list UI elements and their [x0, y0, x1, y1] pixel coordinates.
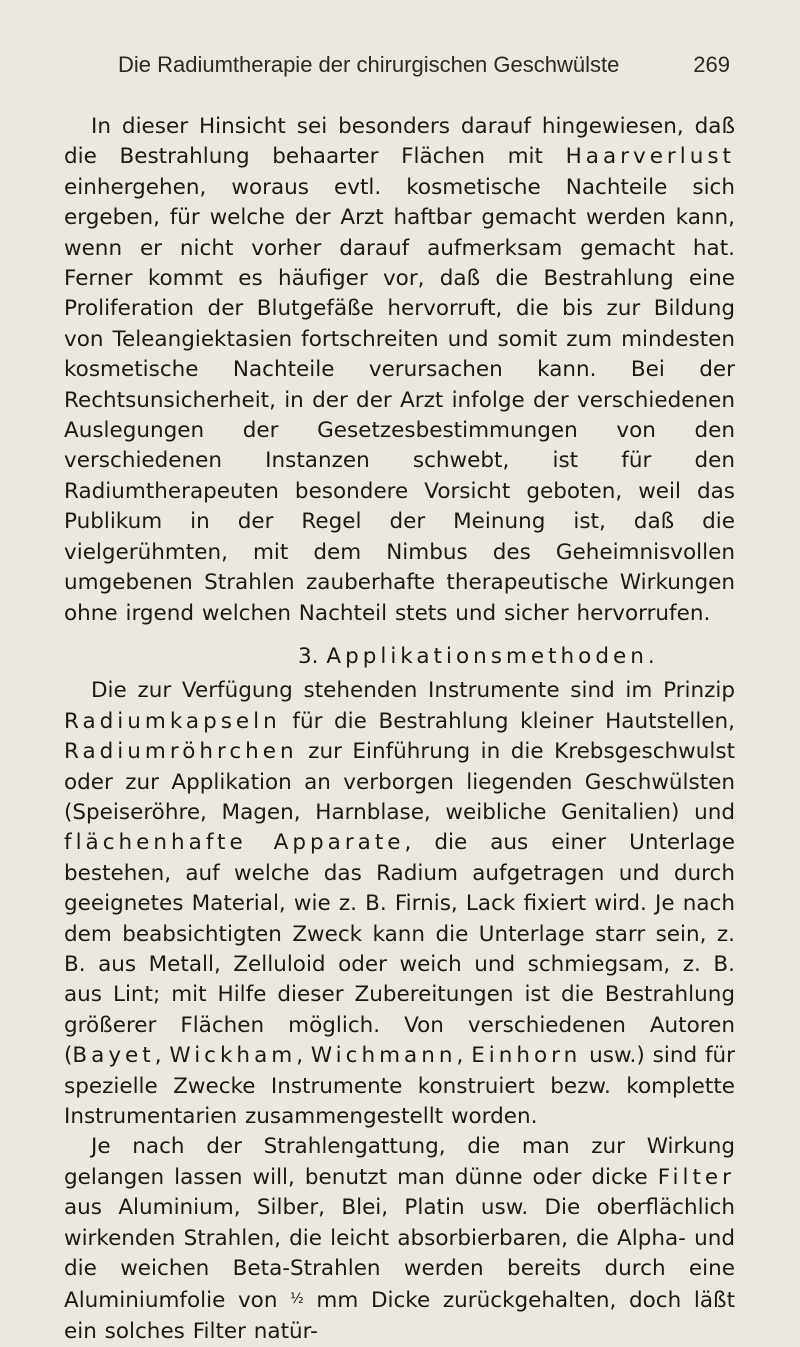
text-run: einhergehen, woraus evtl. kosmetische Nachteile sich ergeben, für welche der Arzt haftbar gemacht werden kann, wenn er nicht vorher darauf aufmerksam gemacht hat. Ferner kommt es häufiger vor, daß die Bestrahlung eine Proliferation der Blutgefäße hervorruft, die bis zur Bildung von Teleangiektasien fortschreiten und somit zum mindesten kosmetische Nachteile verursachen kann. Bei der Rechtsunsicherheit, in der der Arzt infolge der verschiedenen Auslegungen der Gesetzesbestimmungen von den verschiedenen Instanzen schwebt, ist für den Radiumtherapeuten besondere Vorsicht geboten, weil das Publikum in der Regel der Meinung ist, daß die vielgerühmten, mit dem Nimbus des Geheimnisvollen umgebenen Strahlen zauberhafte therapeutische Wirkungen ohne irgend welchen Nachteil stets und sicher hervorrufen. — [64, 174, 735, 626]
text-run: , — [296, 1043, 311, 1069]
section-number: 3. — [298, 643, 327, 669]
text-run: , — [154, 1043, 170, 1069]
text-run: , — [456, 1043, 472, 1069]
body-text — [64, 112, 735, 1347]
author-name: Wichmann — [310, 1043, 457, 1069]
running-header — [118, 52, 730, 92]
text-run: mm Dicke zurückgehalten, doch läßt ein solches Filter natür- — [64, 1288, 735, 1344]
spaced-term-radiumroehrchen: Radiumröhrchen — [64, 739, 298, 765]
spaced-term-filter: Filter — [657, 1164, 735, 1190]
author-name: Einhorn — [471, 1043, 582, 1069]
running-title: Die Radiumtherapie der chirurgischen Geschwülste — [118, 52, 620, 77]
text-run: für die Bestrahlung kleiner Hautstellen, — [280, 708, 735, 734]
text-run: . — [647, 643, 655, 669]
section-heading — [64, 642, 735, 672]
section-title: Applikationsmethoden — [326, 643, 648, 669]
text-run: zur Einführung in die Krebsgeschwulst oder zur Applikation an verborgen liegenden Geschwülsten (Speiseröhre, Magen, Harnblase, weibliche Genitalien) und — [64, 739, 735, 825]
spaced-term-flaechenhafte-apparate: flächenhafte Apparate — [64, 830, 405, 856]
fraction: ½ — [290, 1291, 304, 1308]
text-run: usw.) sind für spezielle Zwecke Instrumente konstruiert bezw. komplette Instrumentarien zusammengestellt worden. — [64, 1043, 735, 1129]
paragraph-instrumente — [64, 676, 735, 1132]
paragraph-filter — [64, 1132, 735, 1347]
text-run: Je nach der Strahlengattung, die man zur Wirkung gelangen lassen will, benutzt man dünne oder dicke — [64, 1134, 735, 1190]
text-run: Die zur Verfügung stehenden Instrumente sind im Prinzip — [91, 678, 735, 704]
text-run: , die aus einer Unterlage bestehen, auf welche das Radium aufgetragen und durch geeignetes Material, wie z. B. Firnis, Lack fixiert wird. Je nach dem beabsichtigten Zweck kann die Unterlage starr sein, z. B. aus Metall, Zelluloid oder weich und schmiegsam, z. B. aus Lint; mit Hilfe dieser Zubereitungen ist die Bestrahlung größerer Flächen möglich. Von verschiedenen Autoren ( — [64, 830, 735, 1069]
spaced-term-haarverlust: Haarverlust — [565, 144, 735, 170]
text-run: In dieser Hinsicht sei besonders darauf hingewiesen, daß die Bestrahlung behaarter Flächen mit — [64, 114, 735, 170]
text-run: aus Aluminium, Silber, Blei, Platin usw. Die oberflächlich wirkenden Strahlen, die leicht absorbierbaren, die Alpha- und die weichen Beta-Strahlen werden bereits durch eine Aluminiumfolie von — [64, 1195, 735, 1314]
spaced-term-radiumkapseln: Radiumkapseln — [64, 708, 281, 734]
paragraph-haarverlust — [64, 112, 735, 629]
author-name: Wickham — [169, 1043, 297, 1069]
page-number: 269 — [693, 52, 730, 77]
author-name: Bayet — [72, 1043, 155, 1069]
